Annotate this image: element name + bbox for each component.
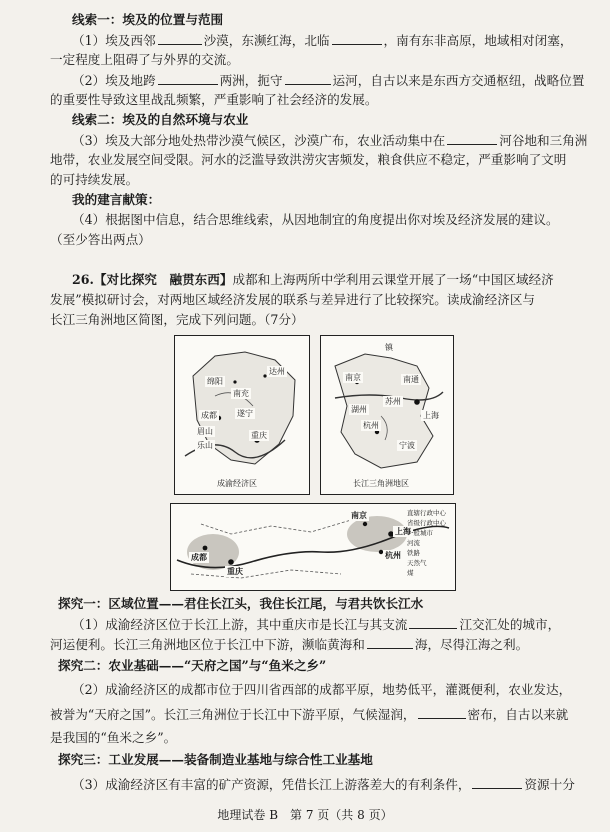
place-label: 杭州	[385, 551, 401, 560]
clue2-q3-line1: （3）埃及大部分地处热带沙漠气候区，沙漠广布，农业活动集中在 河谷地和三角洲	[72, 133, 588, 148]
yangtze-corridor-map	[170, 503, 456, 591]
place-label: 成都	[201, 411, 217, 420]
place-label: 南通	[403, 375, 419, 384]
page-footer: 地理试卷 B 第 7 页（共 8 页）	[217, 808, 393, 822]
legend-item: 铁路	[407, 549, 420, 557]
place-label: 镇	[385, 343, 393, 352]
map-caption: 成渝经济区	[217, 479, 257, 488]
q26-title: 26.【对比探究 融贯东西】	[72, 272, 233, 287]
answer-blank[interactable]	[409, 616, 457, 629]
place-label: 宁波	[399, 441, 415, 450]
legend-item: 河流	[407, 539, 420, 547]
yangtze-delta-map	[320, 335, 454, 495]
place-label: 上海	[395, 527, 411, 536]
place-label: 遂宁	[237, 409, 253, 418]
answer-blank[interactable]	[447, 132, 497, 145]
place-label: 重庆	[227, 567, 243, 576]
clue2-heading: 线索二：埃及的自然环境与农业	[72, 112, 249, 127]
place-label: 绵阳	[207, 377, 223, 386]
inquiry2-q2-line3: 是我国的“鱼米之乡”。	[50, 730, 177, 745]
inquiry3-heading: 探究三：工业发展——装备制造业基地与综合性工业基地	[58, 752, 373, 767]
advice-heading: 我的建言献策：	[72, 192, 161, 207]
clue1-q1-line1: （1）埃及西邻 沙漠，东濒红海，北临 ，南有东非高原，地域相对闭塞，	[72, 33, 573, 48]
inquiry2-q2-line2: 被誉为“天府之国”。长江三角洲位于长江中下游平原，气候湿润， 密布，自古以来就	[50, 707, 569, 722]
place-label: 湖州	[351, 405, 367, 414]
inquiry1-q1-line2: 河运便利。长江三角洲地区位于长江中下游，濒临黄海和 海，尽得江海之利。	[50, 637, 529, 652]
clue2-q3-line3: 的可持续发展。	[50, 172, 139, 187]
answer-blank[interactable]	[472, 776, 522, 789]
place-label: 乐山	[197, 441, 213, 450]
legend-item: 一般城市	[407, 529, 433, 537]
clue1-q1-line2: 一定程度上阻碍了与外界的交流。	[50, 52, 239, 67]
place-label: 南充	[233, 389, 249, 398]
place-label: 成都	[191, 553, 207, 562]
inquiry3-q3-line1: （3）成渝经济区有丰富的矿产资源，凭借长江上游落差大的有利条件， 资源十分	[72, 777, 575, 792]
answer-blank[interactable]	[158, 32, 202, 45]
place-label: 达州	[269, 367, 285, 376]
q26-line2: 发展”模拟研讨会，对两地区域经济发展的联系与差异进行了比较探究。读成渝经济区与	[50, 292, 536, 307]
clue1-q2-line1: （2）埃及地跨 两洲，扼守 运河，自古以来是东西方交通枢纽，战略位置	[72, 73, 585, 88]
place-label: 上海	[423, 411, 439, 420]
advice-q4-line1: （4）根据图中信息，结合思维线索，从因地制宜的角度提出你对埃及经济发展的建议。	[72, 212, 559, 227]
answer-blank[interactable]	[332, 32, 382, 45]
map-caption: 长江三角洲地区	[353, 479, 409, 488]
clue1-heading: 线索一：埃及的位置与范围	[72, 12, 224, 27]
q26-line1: 26.【对比探究 融贯东西】成都和上海两所中学利用云课堂开展了一场“中国区域经济	[72, 272, 554, 287]
map-legend	[407, 508, 453, 578]
legend-item: 省级行政中心	[407, 519, 446, 527]
answer-blank[interactable]	[367, 636, 413, 649]
chengyu-map	[174, 335, 310, 495]
inquiry1-heading: 探究一：区域位置——君住长江头，我住长江尾，与君共饮长江水	[58, 596, 424, 611]
legend-item: 煤	[407, 569, 414, 577]
place-label: 南京	[351, 511, 367, 520]
legend-item: 直辖行政中心	[407, 509, 446, 517]
inquiry2-q2-line1: （2）成渝经济区的成都市位于四川省西部的成都平原，地势低平，灌溉便利，农业发达，	[72, 682, 572, 697]
place-label: 苏州	[385, 397, 401, 406]
inquiry2-heading: 探究二：农业基础——“天府之国”与“鱼米之乡”	[58, 658, 327, 673]
clue2-q3-line2: 地带，农业发展空间受限。河水的泛滥导致洪涝灾害频发，粮食供应不稳定，严重影响了文明	[50, 152, 567, 167]
place-label: 南京	[345, 373, 361, 382]
place-label: 杭州	[363, 421, 379, 430]
inquiry1-q1-line1: （1）成渝经济区位于长江上游，其中重庆市是长江与其支流 江交汇处的城市，	[72, 617, 561, 632]
region-maps-figure	[170, 335, 456, 593]
clue1-q2-line2: 的重要性导致这里战乱频繁，严重影响了社会经济的发展。	[50, 92, 378, 107]
place-label: 重庆	[251, 431, 267, 440]
place-label: 眉山	[197, 427, 213, 436]
q26-line3: 长江三角洲地区简图，完成下列问题。（7分）	[50, 312, 304, 327]
answer-blank[interactable]	[158, 72, 218, 85]
legend-item: 天然气	[407, 559, 427, 567]
advice-q4-line2: （至少答出两点）	[50, 232, 151, 247]
answer-blank[interactable]	[285, 72, 331, 85]
answer-blank[interactable]	[418, 706, 466, 719]
